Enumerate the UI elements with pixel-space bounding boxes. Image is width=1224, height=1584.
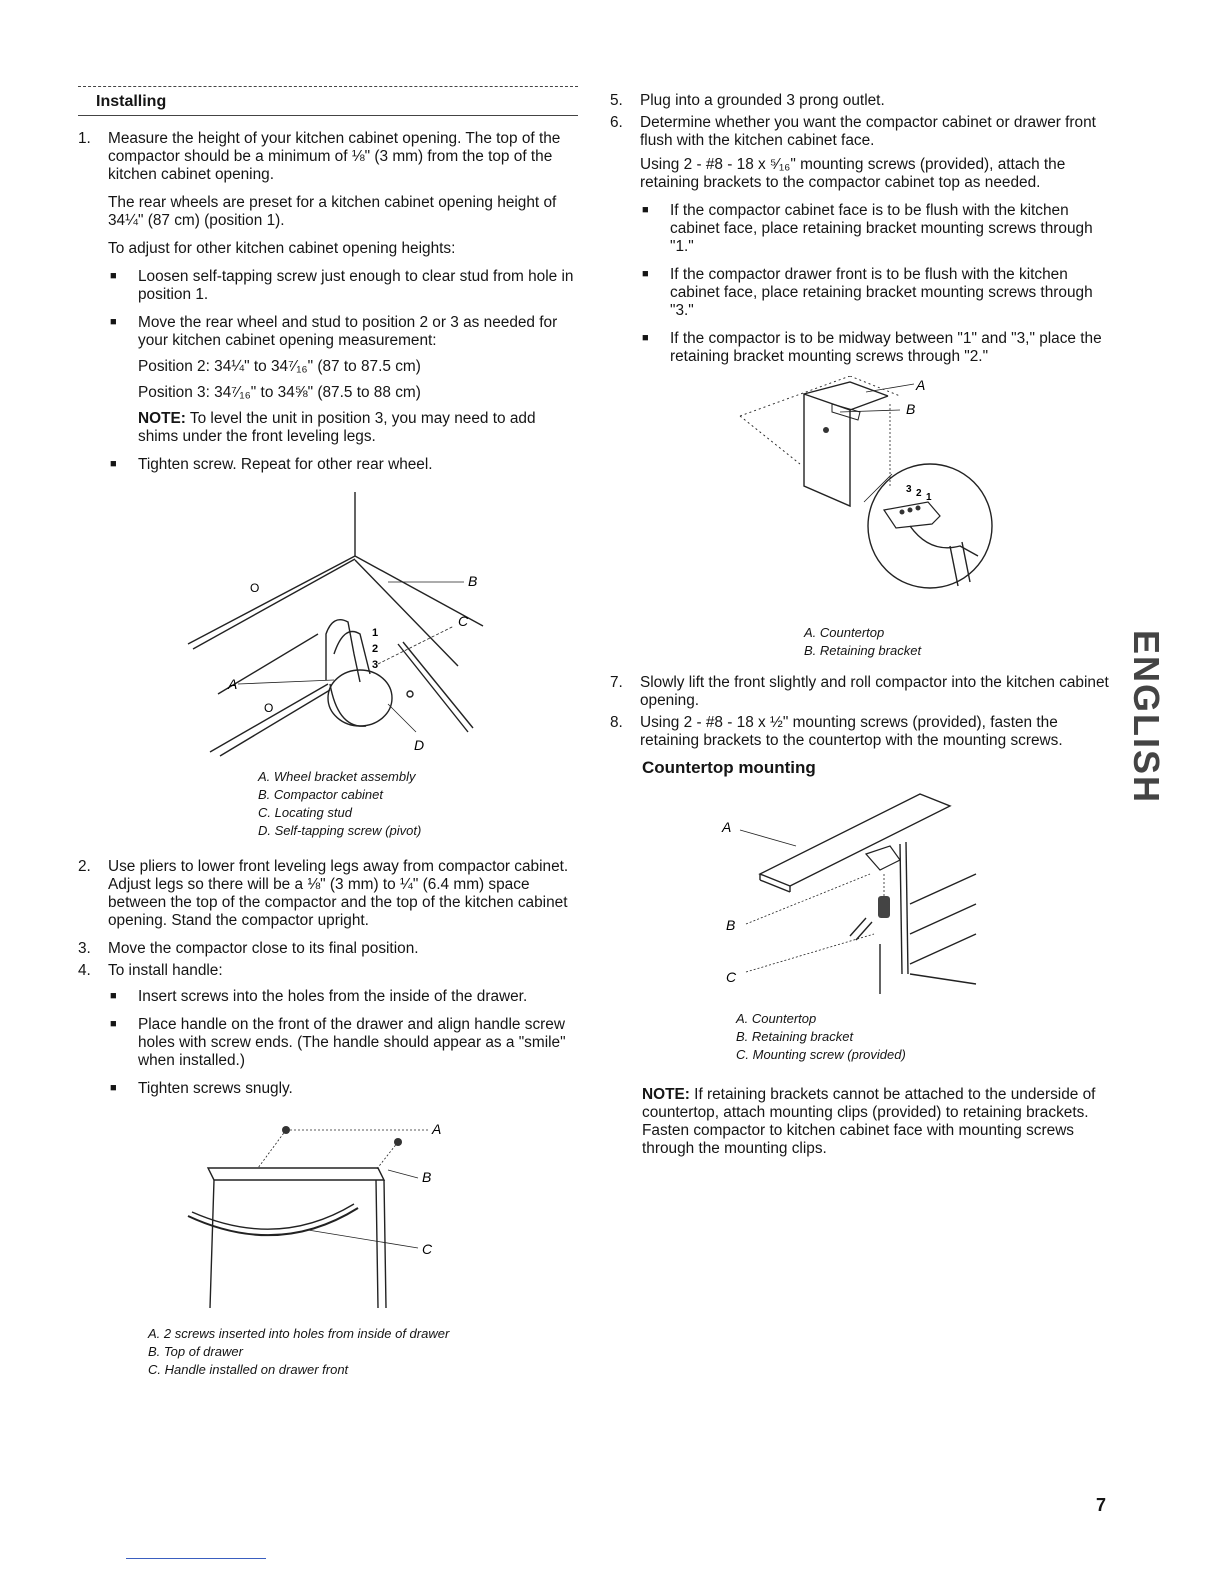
position-3-text: Position 3: 34⁷⁄₁₆" to 34⅝" (87.5 to 88 cm) bbox=[138, 384, 421, 401]
position-2-text: Position 2: 34¼" to 34⁷⁄₁₆" (87 to 87.5 cm) bbox=[138, 358, 421, 375]
countertop-mounting-illustration bbox=[720, 784, 980, 1014]
bullet-text: Place handle on the front of the drawer and align handle screw holes with screw ends. (The handle should appear as a "smile" when installed.) bbox=[138, 1016, 566, 1069]
bullet-item bbox=[108, 1016, 578, 1070]
footer-rule bbox=[126, 1558, 266, 1559]
caption-line: B. Compactor cabinet bbox=[258, 787, 384, 802]
fig1-label-b: B bbox=[468, 573, 478, 589]
step-text: Measure the height of your kitchen cabinet opening. The top of the compactor should be a minimum of ⅛" (3 mm) from the top of the kitchen cabinet opening. bbox=[108, 130, 561, 183]
fig4-captions bbox=[736, 1010, 1110, 1064]
bullet-text: Tighten screws snugly. bbox=[138, 1080, 293, 1097]
caption-line: C. Mounting screw (provided) bbox=[736, 1047, 906, 1062]
fig3-hole-1: 1 bbox=[926, 492, 932, 503]
bullet-text: Insert screws into the holes from the inside of the drawer. bbox=[138, 988, 528, 1005]
bullet-text: Loosen self-tapping screw just enough to clear stud from hole in position 1. bbox=[138, 268, 574, 303]
note-label: NOTE: bbox=[138, 410, 186, 427]
fig4-label-c: C bbox=[726, 969, 737, 985]
left-steps bbox=[78, 130, 578, 1379]
section-rule-top bbox=[78, 86, 578, 87]
page-number: 7 bbox=[1096, 1495, 1107, 1515]
fig2-label-b: B bbox=[422, 1169, 432, 1185]
language-label: ENGLISH bbox=[1126, 629, 1167, 805]
bullet-list bbox=[108, 988, 578, 1098]
step-number: 3. bbox=[78, 940, 91, 957]
countertop-mounting-figure bbox=[720, 784, 1110, 1064]
bullet-item bbox=[108, 268, 578, 304]
step-text: Move the compactor close to its final position. bbox=[108, 940, 419, 957]
step-8 bbox=[610, 714, 1110, 750]
step-number: 1. bbox=[78, 130, 91, 147]
fig2-captions bbox=[148, 1325, 578, 1379]
fig1-label-c: C bbox=[458, 613, 469, 629]
step-text: Using 2 - #8 - 18 x ½" mounting screws (provided), fasten the retaining brackets to the countertop with the mounting screws. bbox=[640, 714, 1063, 749]
step-6 bbox=[610, 114, 1110, 660]
bullet-item bbox=[108, 1080, 578, 1098]
mounting-screw-icon bbox=[878, 896, 890, 918]
bullet-text: If the compactor drawer front is to be flush with the kitchen cabinet face, place retaining bracket mounting screws through "3." bbox=[670, 266, 1093, 319]
caption-line: A. Countertop bbox=[736, 1011, 817, 1026]
step-text: Slowly lift the front slightly and roll compactor into the kitchen cabinet opening. bbox=[640, 674, 1109, 709]
bullet-item bbox=[640, 202, 1110, 256]
fig1-position-2: 2 bbox=[372, 643, 379, 655]
fig1-captions bbox=[258, 768, 578, 840]
caption-line: B. Retaining bracket bbox=[804, 643, 922, 658]
step-paragraph: The rear wheels are preset for a kitchen cabinet opening height of 34¼" (87 cm) (position 1). bbox=[108, 194, 557, 229]
handle-install-illustration bbox=[118, 1108, 538, 1323]
caption-line: A. 2 screws inserted into holes from inside of drawer bbox=[148, 1326, 450, 1341]
fig3-hole-2: 2 bbox=[916, 488, 922, 499]
right-steps bbox=[610, 92, 1110, 750]
step-number: 2. bbox=[78, 858, 91, 875]
note-label: NOTE: bbox=[642, 1086, 690, 1103]
bullet-text: If the compactor is to be midway between "1" and "3," place the retaining bracket mounting screws through "2." bbox=[670, 330, 1102, 365]
note-text: If retaining brackets cannot be attached to the underside of countertop, attach mounting clips (provided) to retaining brackets. Fasten compactor to kitchen cabinet face with mounting screws through the mounting clips. bbox=[642, 1086, 1096, 1157]
screw-hole-icon bbox=[823, 427, 829, 433]
bullet-item bbox=[108, 988, 578, 1006]
bullet-item bbox=[640, 266, 1110, 320]
screw-hole-icon bbox=[908, 508, 913, 513]
step-text: Plug into a grounded 3 prong outlet. bbox=[640, 92, 885, 109]
caption-line: B. Retaining bracket bbox=[736, 1029, 854, 1044]
fig1-hole-label: O bbox=[250, 581, 260, 595]
bullet-item bbox=[640, 330, 1110, 366]
step-1 bbox=[78, 130, 578, 840]
fig2-label-c: C bbox=[422, 1241, 433, 1257]
screw-hole-icon bbox=[900, 510, 905, 515]
bullet-text: If the compactor cabinet face is to be flush with the kitchen cabinet face, place retaining bracket mounting screws through "1." bbox=[670, 202, 1093, 255]
bullet-list bbox=[108, 268, 578, 474]
wheel-bracket-illustration bbox=[148, 484, 568, 774]
bullet-list bbox=[640, 202, 1110, 366]
step-number: 6. bbox=[610, 114, 623, 131]
screw-icon bbox=[394, 1138, 402, 1146]
step-4 bbox=[78, 962, 578, 1379]
screw-hole-icon bbox=[916, 506, 921, 511]
language-side-tab bbox=[1124, 582, 1168, 852]
bullet-item bbox=[108, 456, 578, 474]
fig2-label-a: A bbox=[432, 1121, 442, 1137]
fig1-label-a: A bbox=[228, 676, 238, 692]
fig3-captions bbox=[804, 624, 1110, 660]
countertop-mounting-heading: Countertop mounting bbox=[642, 758, 816, 777]
step-number: 8. bbox=[610, 714, 623, 731]
step-number: 4. bbox=[78, 962, 91, 979]
fig1-label-d: D bbox=[414, 737, 425, 753]
fig1-hole-label: O bbox=[264, 701, 274, 715]
note-text: To level the unit in position 3, you may need to add shims under the front leveling legs. bbox=[138, 410, 536, 445]
caption-line: C. Handle installed on drawer front bbox=[148, 1362, 349, 1377]
section-title: Installing bbox=[96, 93, 167, 110]
fig1-position-1: 1 bbox=[372, 627, 379, 639]
bullet-text: Move the rear wheel and stud to position 2 or 3 as needed for your kitchen cabinet opening measurement: bbox=[138, 314, 558, 349]
wheel-bracket-figure bbox=[148, 484, 578, 840]
fig1-position-3: 3 bbox=[372, 659, 379, 671]
caption-line: A. Wheel bracket assembly bbox=[258, 769, 416, 784]
bullet-item bbox=[108, 314, 578, 446]
step-text: Determine whether you want the compactor cabinet or drawer front flush with the kitchen cabinet face. bbox=[640, 114, 1096, 149]
step-text: To install handle: bbox=[108, 962, 223, 979]
fig3-label-a: A bbox=[916, 377, 926, 393]
step-number: 7. bbox=[610, 674, 623, 691]
caption-line: A. Countertop bbox=[804, 625, 885, 640]
step-text: Use pliers to lower front leveling legs away from compactor cabinet. Adjust legs so there will be a ⅛" (3 mm) to ¼" (6.4 mm) space between the top of the compactor and the top of the kitchen cabinet opening. Stand the compactor upright. bbox=[108, 858, 569, 929]
step-7 bbox=[610, 674, 1110, 710]
step-paragraph: To adjust for other kitchen cabinet opening heights: bbox=[108, 240, 456, 257]
caption-line: D. Self-tapping screw (pivot) bbox=[258, 823, 422, 838]
screw-icon bbox=[282, 1126, 290, 1134]
section-rule-bottom bbox=[78, 115, 578, 116]
caption-line: C. Locating stud bbox=[258, 805, 352, 820]
retaining-bracket-figure bbox=[700, 376, 1110, 660]
step-2 bbox=[78, 858, 578, 930]
fig3-label-b: B bbox=[906, 401, 916, 417]
note bbox=[138, 410, 578, 446]
step-paragraph: Using 2 - #8 - 18 x ⁵⁄₁₆" mounting screws (provided), attach the retaining brackets to the compactor cabinet top as needed. bbox=[640, 156, 1066, 191]
retaining-bracket-illustration bbox=[700, 376, 1060, 626]
step-3 bbox=[78, 940, 578, 958]
left-column bbox=[78, 86, 578, 1383]
handle-install-figure bbox=[118, 1108, 578, 1379]
fig3-hole-3: 3 bbox=[906, 484, 912, 495]
caption-line: B. Top of drawer bbox=[148, 1344, 243, 1359]
countertop-note bbox=[642, 1086, 1110, 1158]
step-5 bbox=[610, 92, 1110, 110]
fig4-label-a: A bbox=[722, 819, 732, 835]
right-column bbox=[610, 92, 1110, 1173]
step-number: 5. bbox=[610, 92, 623, 109]
bullet-text: Tighten screw. Repeat for other rear wheel. bbox=[138, 456, 433, 473]
fig4-label-b: B bbox=[726, 917, 736, 933]
